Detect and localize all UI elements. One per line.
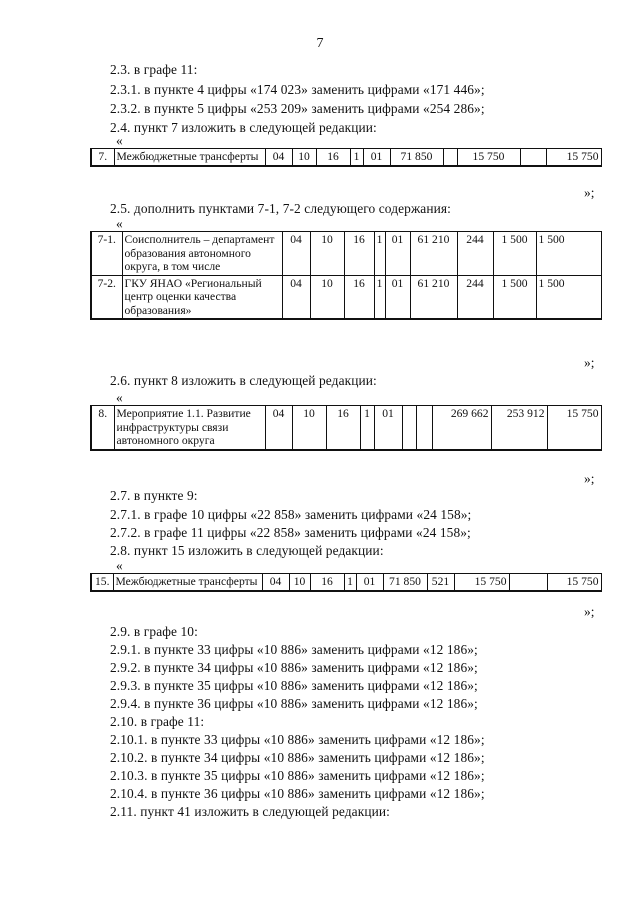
table-cell: 10 (310, 232, 344, 276)
table-cell: 15 750 (547, 406, 601, 450)
table-cell: 10 (292, 149, 316, 166)
quote-open: « (116, 558, 123, 573)
quote-open: « (116, 133, 123, 148)
text-line: 2.6. пункт 8 изложить в следующей редакции: (110, 373, 377, 388)
text-line: 2.9.3. в пункте 35 цифры «10 886» заменить цифрами «12 186»; (110, 678, 478, 693)
text-line: 2.4. пункт 7 изложить в следующей редакции: (110, 120, 377, 135)
quote-close: »; (584, 604, 595, 619)
table-cell: 7-2. (91, 275, 122, 319)
text-line: 2.7. в пункте 9: (110, 488, 198, 503)
table-cell (416, 406, 432, 450)
table-cell (509, 574, 547, 591)
table-item-8 (90, 405, 602, 451)
table-cell: 15. (91, 574, 113, 591)
table-cell: 71 850 (390, 149, 443, 166)
table-cell: 16 (344, 232, 374, 276)
table-cell: 04 (282, 275, 310, 319)
table-cell: 1 500 (493, 275, 536, 319)
text-line: 2.9.1. в пункте 33 цифры «10 886» заменить цифрами «12 186»; (110, 642, 478, 657)
text-line: 2.8. пункт 15 изложить в следующей редакции: (110, 543, 384, 558)
table-cell (520, 149, 546, 166)
text-line: 2.10.1. в пункте 33 цифры «10 886» заменить цифрами «12 186»; (110, 732, 485, 747)
text-line: 2.10. в графе 11: (110, 714, 205, 729)
table-cell: 01 (374, 406, 402, 450)
table-cell: Соисполнитель – департамент образования автономного округа, в том числе (122, 232, 282, 276)
table-cell: 253 912 (491, 406, 547, 450)
table-cell: 244 (457, 275, 493, 319)
table-cell: 71 850 (383, 574, 427, 591)
table-cell: 16 (316, 149, 350, 166)
quote-close: »; (584, 471, 595, 486)
table-items-7-1-7-2 (90, 231, 602, 320)
table-cell: 1 500 (536, 232, 601, 276)
table-cell (443, 149, 457, 166)
table-cell: 1 (360, 406, 374, 450)
table-cell: 01 (385, 275, 410, 319)
table-cell: 269 662 (432, 406, 491, 450)
text-line: 2.5. дополнить пунктами 7-1, 7-2 следующего содержания: (110, 201, 451, 216)
table-cell: 7. (91, 149, 114, 166)
table-cell: 15 750 (454, 574, 509, 591)
table-cell: 61 210 (410, 232, 457, 276)
table-cell: 15 750 (457, 149, 520, 166)
table-cell (402, 406, 416, 450)
text-line: 2.10.4. в пункте 36 цифры «10 886» заменить цифрами «12 186»; (110, 786, 485, 801)
table-cell: 04 (262, 574, 289, 591)
table-cell: 1 500 (493, 232, 536, 276)
text-line: 2.10.3. в пункте 35 цифры «10 886» заменить цифрами «12 186»; (110, 768, 485, 783)
text-line: 2.10.2. в пункте 34 цифры «10 886» заменить цифрами «12 186»; (110, 750, 485, 765)
quote-open: « (116, 216, 123, 231)
table-cell: Мероприятие 1.1. Развитие инфраструктуры связи автономного округа (114, 406, 265, 450)
table-cell: 01 (356, 574, 383, 591)
table-cell: 04 (265, 406, 292, 450)
text-line: 2.3. в графе 11: (110, 62, 198, 77)
table-cell: 521 (427, 574, 454, 591)
table-cell: 10 (310, 275, 344, 319)
table-cell: 1 (350, 149, 363, 166)
table-cell: 15 750 (547, 574, 601, 591)
quote-close: »; (584, 355, 595, 370)
text-line: 2.7.2. в графе 11 цифры «22 858» заменить цифрами «24 158»; (110, 525, 471, 540)
table-cell: 61 210 (410, 275, 457, 319)
quote-open: « (116, 390, 123, 405)
table-cell: 1 (374, 232, 385, 276)
table-cell: 10 (292, 406, 326, 450)
table-cell: 16 (326, 406, 360, 450)
text-line: 2.3.1. в пункте 4 цифры «174 023» заменить цифрами «171 446»; (110, 82, 485, 97)
table-cell: Межбюджетные трансферты (114, 149, 265, 166)
table-cell: 1 (374, 275, 385, 319)
table-cell: 16 (310, 574, 344, 591)
table-cell: 1 500 (536, 275, 601, 319)
table-cell: 8. (91, 406, 114, 450)
table-cell: ГКУ ЯНАО «Региональный центр оценки качества образования» (122, 275, 282, 319)
table-cell: Межбюджетные трансферты (113, 574, 262, 591)
table-cell: 04 (282, 232, 310, 276)
text-line: 2.9.2. в пункте 34 цифры «10 886» заменить цифрами «12 186»; (110, 660, 478, 675)
text-line: 2.11. пункт 41 изложить в следующей редакции: (110, 804, 390, 819)
table-cell: 1 (344, 574, 356, 591)
text-line: 2.9. в графе 10: (110, 624, 198, 639)
page-number: 7 (316, 36, 324, 51)
table-cell: 244 (457, 232, 493, 276)
table-item-15 (90, 573, 602, 592)
table-cell: 04 (265, 149, 292, 166)
table-cell: 01 (363, 149, 390, 166)
quote-close: »; (584, 185, 595, 200)
text-line: 2.3.2. в пункте 5 цифры «253 209» заменить цифрами «254 286»; (110, 101, 485, 116)
table-cell: 10 (289, 574, 310, 591)
text-line: 2.9.4. в пункте 36 цифры «10 886» заменить цифрами «12 186»; (110, 696, 478, 711)
table-cell: 15 750 (546, 149, 601, 166)
table-item-7 (90, 148, 602, 167)
table-cell: 7-1. (91, 232, 122, 276)
text-line: 2.7.1. в графе 10 цифры «22 858» заменить цифрами «24 158»; (110, 507, 472, 522)
table-cell: 16 (344, 275, 374, 319)
table-cell: 01 (385, 232, 410, 276)
